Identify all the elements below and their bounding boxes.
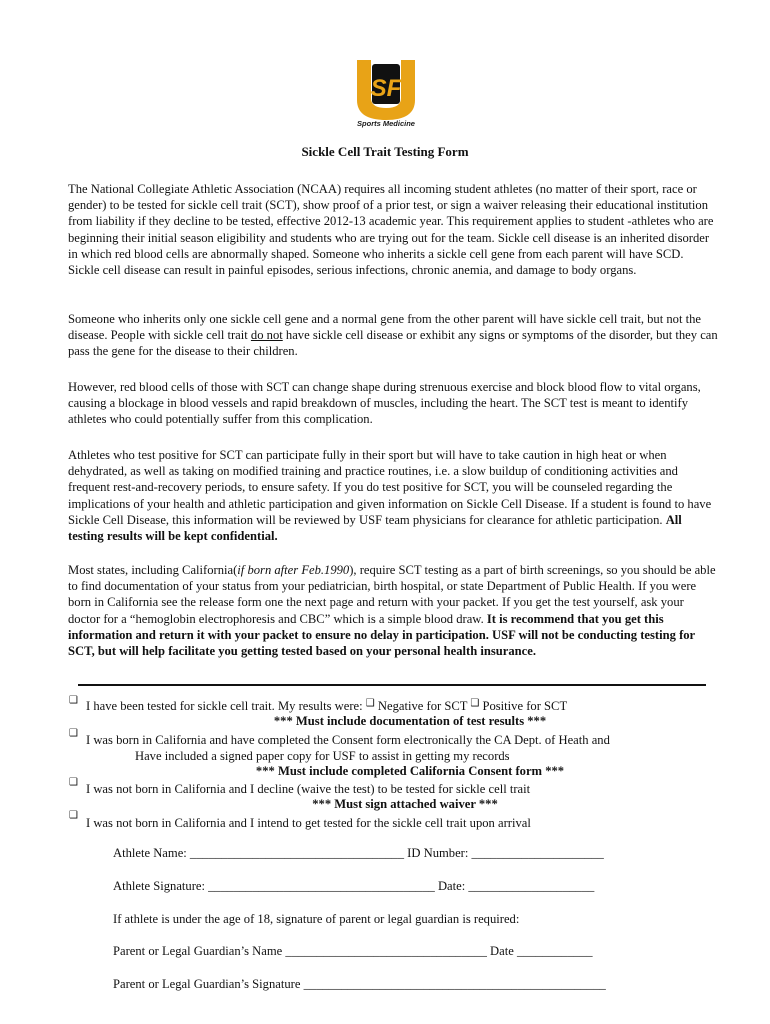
note-documentation: *** Must include documentation of test results *** — [273, 714, 547, 728]
paragraph-ncaa-requirement: The National Collegiate Athletic Association (NCAA) requires all incoming student athletes (no matter of their sport, race or gender) to be tested for sickle cell trait (SCT), show proof of a prior test, or sign a waiver releasing their educational institution from liability if they decline to be tested, effective 2012-13 academic year. This requirement applies to student -athletes who are beginning their initial season eligibility and students who are trying out for the team. Sickle cell disease is an inherited disorder in which red blood cells are abnormally shaped. Someone who inherits a sickle cell gene from each parent will have SCD. Sickle cell disease can result in painful episodes, serious infections, chronic anemia, and damage to body organs. — [68, 182, 714, 278]
option-born-california-line2: Have included a signed paper copy for USF to assist in getting my records — [135, 749, 510, 763]
note-consent-form: *** Must include completed California Consent form *** — [255, 764, 565, 778]
checkbox-test-on-arrival[interactable]: ❑ — [69, 810, 78, 821]
athlete-signature-field[interactable]: Athlete Signature: ____________________________________ Date: ____________________ — [113, 879, 595, 893]
option-test-on-arrival: I was not born in California and I intend to get tested for the sickle cell trait upon arrival — [86, 816, 531, 830]
note-waiver: *** Must sign attached waiver *** — [312, 797, 498, 811]
athlete-name-field[interactable]: Athlete Name: __________________________________ ID Number: _____________________ — [113, 846, 604, 860]
paragraph-sickle-cell-trait: Someone who inherits only one sickle cell gene and a normal gene from the other parent will have sickle cell trait, but not the disease. People with sickle cell trait do not have sickle cell disease or exhibit any signs or symptoms of the disorder, but they can pass the gene for the disease to their children. — [68, 312, 718, 359]
guardian-signature-field[interactable]: Parent or Legal Guardian’s Signature ________________________________________________ — [113, 977, 606, 991]
guardian-name-field[interactable]: Parent or Legal Guardian’s Name ________________________________ Date ____________ — [113, 944, 593, 958]
divider-rule — [78, 684, 706, 686]
checkbox-positive[interactable]: ❑ — [470, 698, 480, 709]
paragraph-positive-sct: Athletes who test positive for SCT can participate fully in their sport but will have to take caution in high heat or when dehydrated, as well as taking on modified training and practice routines, i.e. a slow buildup of conditioning activities and frequent rest-and-recovery periods, to ensure safety. If you do test positive for SCT, you will be counseled regarding the implications of your health and athletic participation and given information on Sickle Cell Disease. If a student is found to have Sickle Cell Disease, this information will be reviewed by USF team physicians for clearance for athletic participation. All testing results will be kept confidential. — [68, 448, 712, 544]
option-born-california: I was born in California and have completed the Consent form electronically the CA Dept. of Heath and — [86, 733, 610, 747]
minor-signature-note: If athlete is under the age of 18, signature of parent or legal guardian is required: — [113, 912, 520, 926]
checkbox-tested[interactable]: ❑ — [69, 695, 78, 706]
checkbox-negative[interactable]: ❑ — [365, 698, 375, 709]
option-decline: I was not born in California and I decline (waive the test) to be tested for sickle cell trait — [86, 782, 531, 796]
checkbox-born-california[interactable]: ❑ — [69, 728, 78, 739]
checkbox-decline[interactable]: ❑ — [69, 777, 78, 788]
form-title: Sickle Cell Trait Testing Form — [301, 144, 469, 159]
paragraph-state-testing: Most states, including California(if born after Feb.1990), require SCT testing as a part of birth screenings, so you should be able to find documentation of your status from your pediatrician, birth hospital, or state Department of Public Health. If you were born in California see the release form one the next page and return with your packet. If you get the test yourself, ask your doctor for a “hemoglobin electrophoresis and CBC” which is a simple blood draw. It is recommend that you get this information and return it with your packet to ensure no delay in participation. USF will not be conducting testing for SCT, but will help facilitate you getting tested based on your personal health insurance. — [68, 563, 716, 659]
logo-caption: Sports Medicine — [357, 119, 415, 128]
logo-letters: SF — [370, 75, 402, 102]
option-tested: I have been tested for sickle cell trait. My results were: ❑ Negative for SCT ❑ Positive for SCT — [86, 698, 568, 713]
paragraph-sct-risk: However, red blood cells of those with SCT can change shape during strenuous exercise and block blood flow to vital organs, causing a blockage in blood vessels and rapid breakdown of muscles, including the heart. The SCT test is meant to identify athletes who could potentially suffer from this complication. — [68, 380, 701, 427]
